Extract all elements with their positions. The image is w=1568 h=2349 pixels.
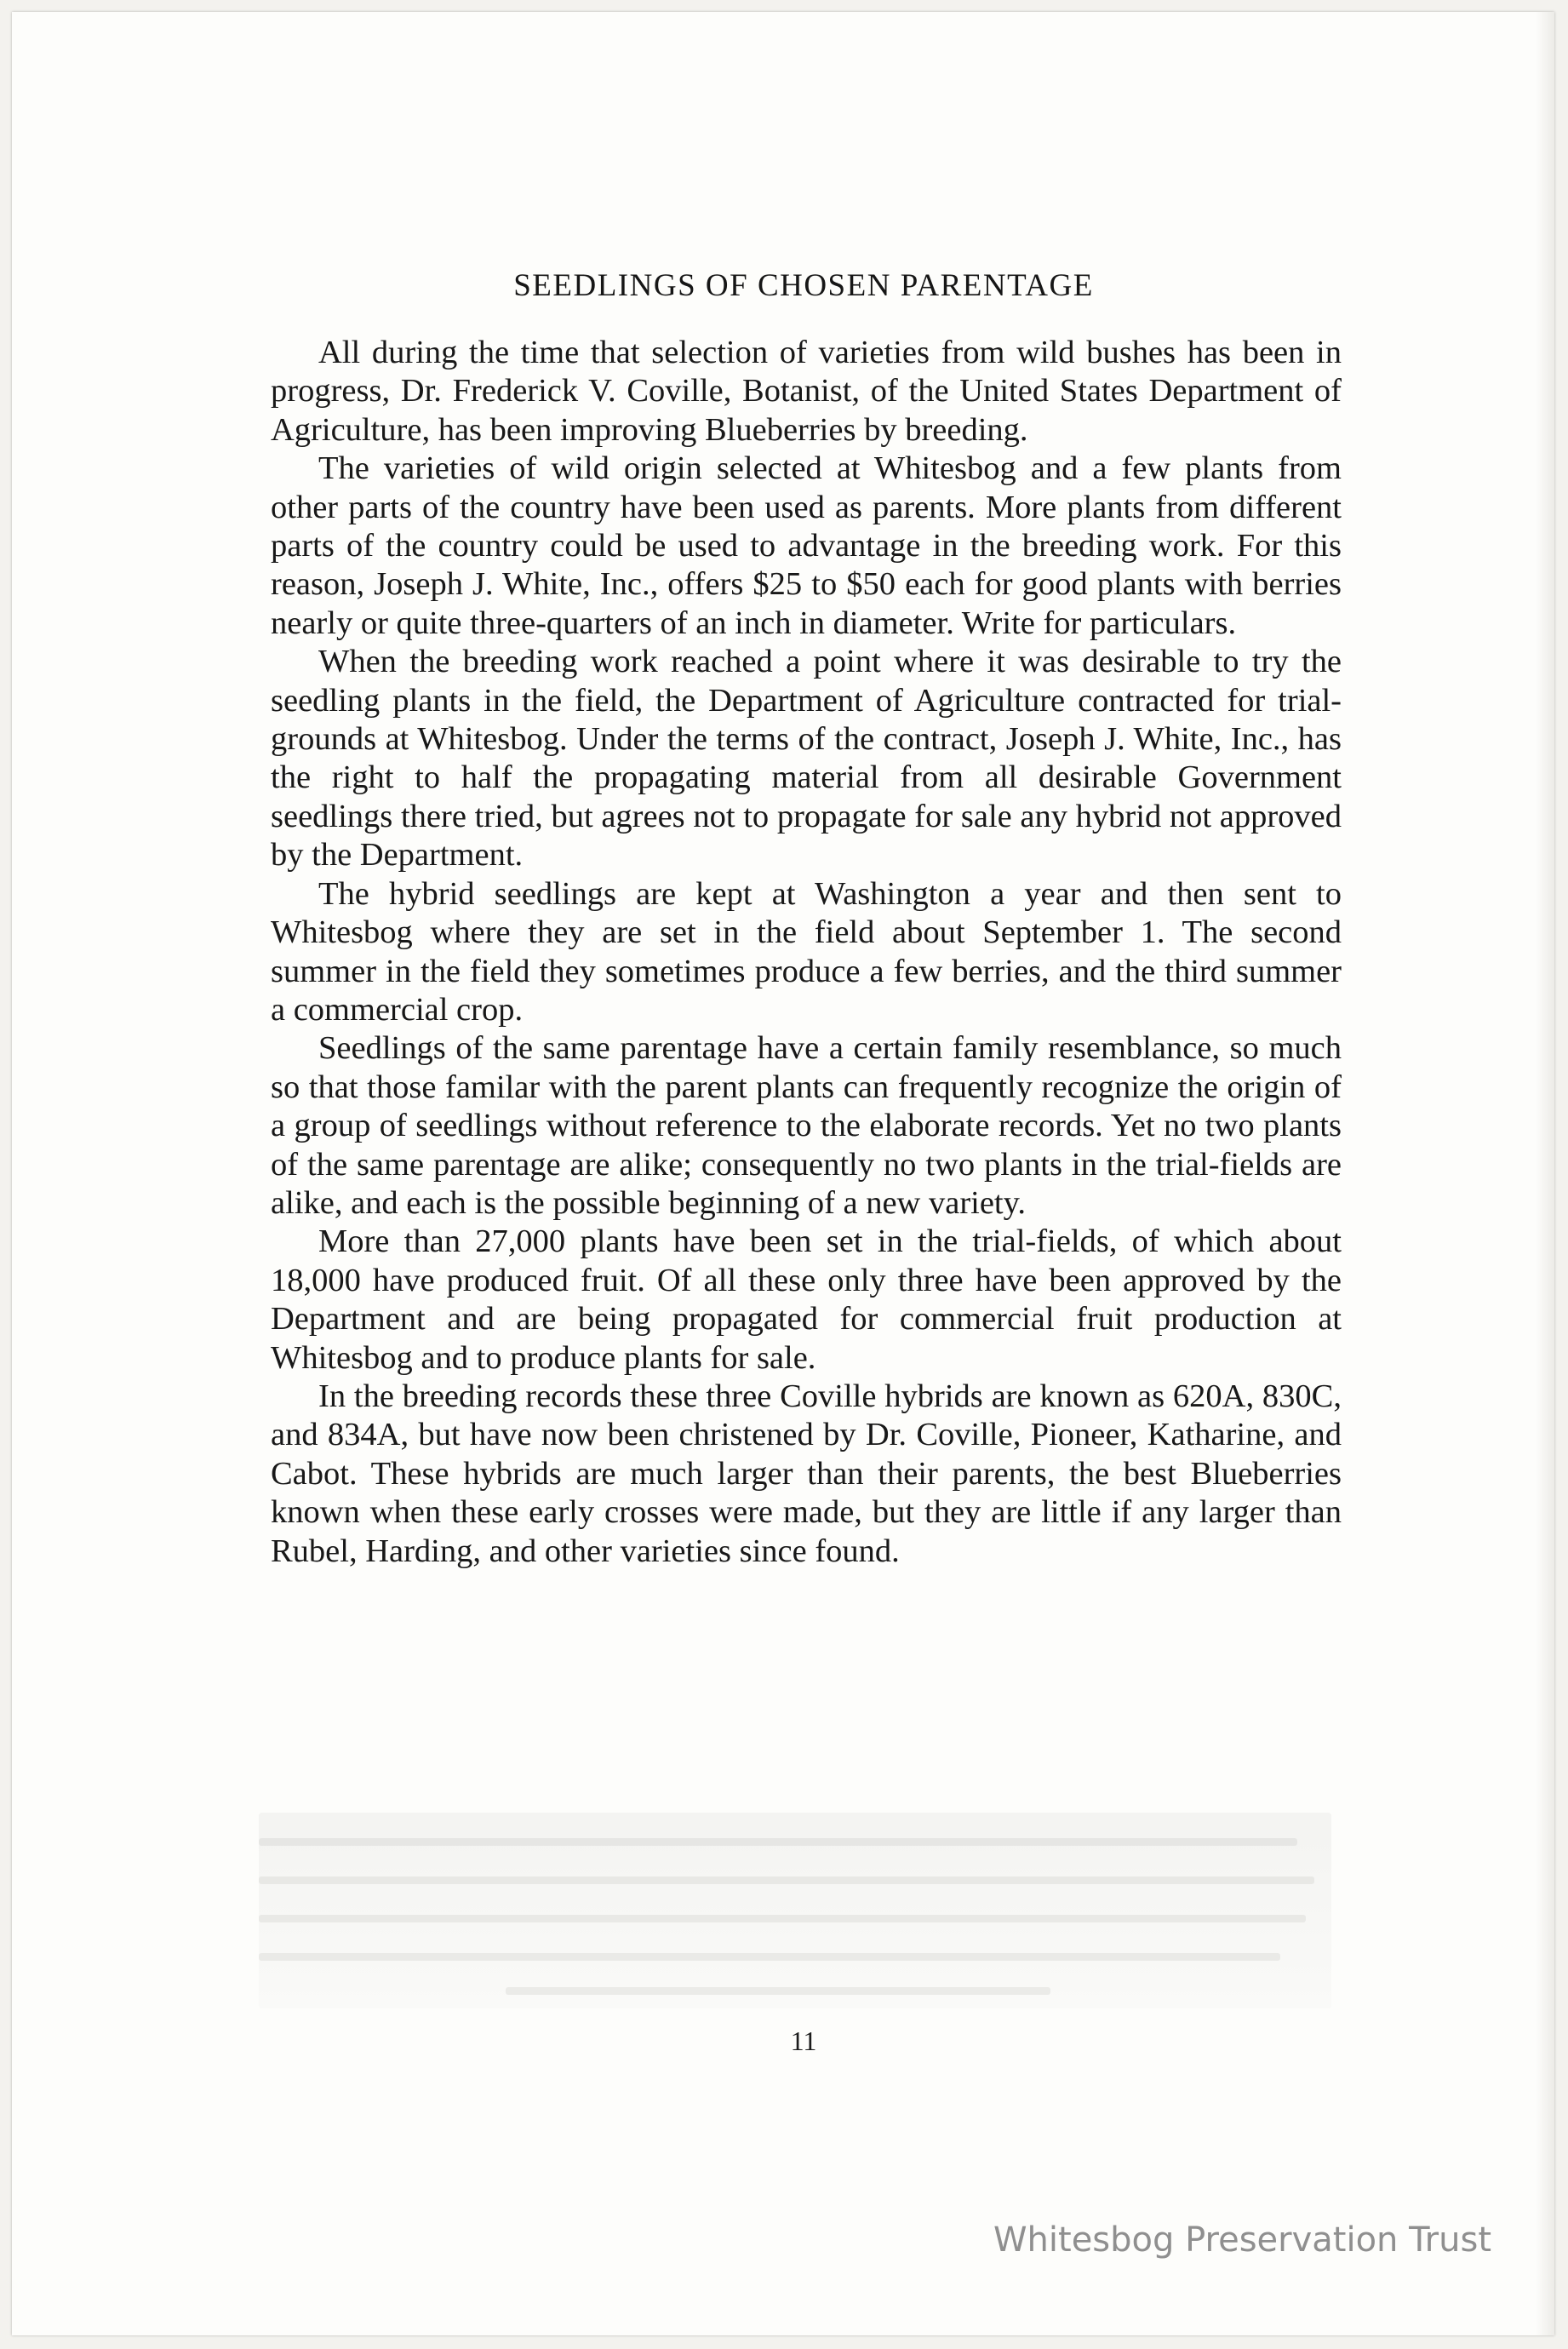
paragraph-4: The hybrid seedlings are kept at Washington a year and then sent to Whitesbog where they are set in the field about September 1. The second summer in the field they sometimes produce a few berries, and the third summer a commercial crop.	[271, 875, 1342, 1028]
document-page	[12, 12, 1554, 2335]
page-heading: SEEDLINGS OF CHOSEN PARENTAGE	[513, 268, 1094, 303]
page-edge-shadow	[1536, 12, 1554, 2335]
paragraph-6: More than 27,000 plants have been set in the trial-fields, of which about 18,000 have produced fruit. Of all these only three have been approved by the Department and are being propagated for commercial fruit production at Whitesbog and to produce plants for sale.	[271, 1223, 1342, 1376]
paragraph-1: All during the time that selection of varieties from wild bushes has been in progress, Dr. Frederick V. Coville, Botanist, of the United States Department of Agriculture, has been improving Blueberries by breeding.	[271, 335, 1342, 448]
paragraph-3: When the breeding work reached a point where it was desirable to try the seedling plants in the field, the Department of Agriculture contracted for trial-grounds at Whitesbog. Under the terms of the contract, Joseph J. White, Inc., has the right to half the propagating material from all desirable Government seedlings there tried, but agrees not to propagate for sale any hybrid not approved by the Department.	[271, 644, 1342, 874]
paragraph-2: The varieties of wild origin selected at Whitesbog and a few plants from other parts of the country have been used as parents. More plants from different parts of the country could be used to advantage in the breeding work. For this reason, Joseph J. White, Inc., offers $25 to $50 each for good plants with berries nearly or quite three-quarters of an inch in diameter. Write for particulars.	[271, 450, 1342, 641]
watermark: Whitesbog Preservation Trust	[993, 2220, 1491, 2260]
paragraph-7: In the breeding records these three Coville hybrids are known as 620A, 830C, and 834A, but have now been christened by Dr. Coville, Pioneer, Katharine, and Cabot. These hybrids are much larger than their parents, the best Blueberries known when these early crosses were made, but they are little if any larger than Rubel, Harding, and other varieties since found.	[271, 1378, 1342, 1569]
body-text	[271, 334, 1342, 1571]
bleed-through-shadow	[259, 1813, 1331, 2008]
paragraph-5: Seedlings of the same parentage have a certain family resemblance, so much so that those familar with the parent plants can frequently recognize the origin of a group of seedlings without reference to the elaborate records. Yet no two plants of the same parentage are alike; consequently no two plants in the trial-fields are alike, and each is the possible beginning of a new variety.	[271, 1030, 1342, 1221]
page-number: 11	[790, 2025, 817, 2056]
